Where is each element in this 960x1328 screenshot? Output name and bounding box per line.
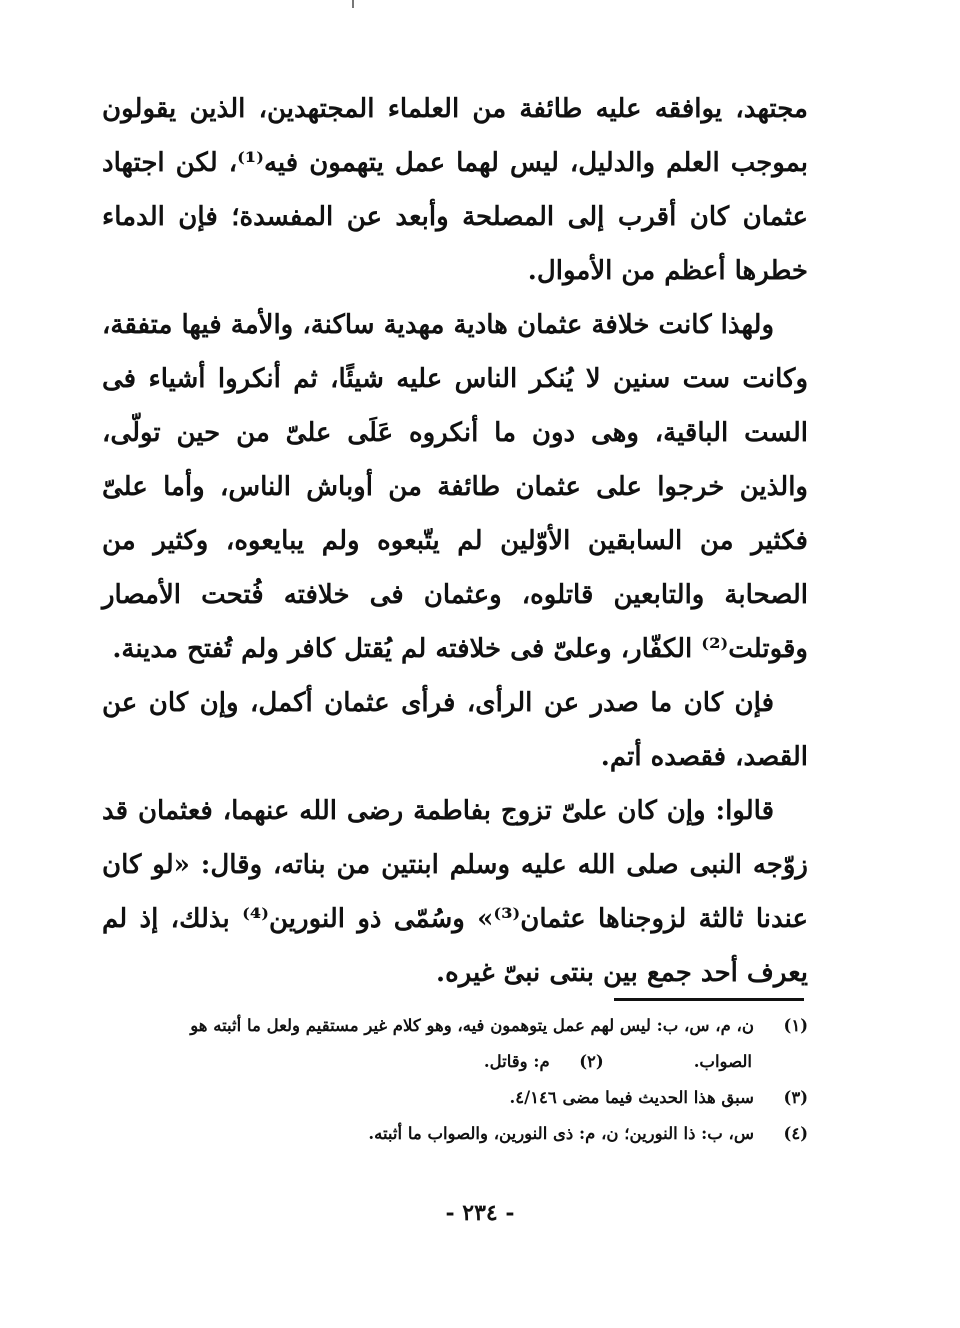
footnote-1 xyxy=(104,1008,808,1044)
footnote-text: سبق هذا الحديث فيما مضى ٤/١٤٦. xyxy=(509,1088,754,1107)
scan-mark xyxy=(352,0,354,8)
footnote-3 xyxy=(104,1080,808,1116)
footnote-separator xyxy=(614,998,804,1001)
page-number: - ٢٣٤ - xyxy=(445,1200,515,1226)
footnote-text: ن، م، س، ب: ليس لهم عمل يتوهمون فيه، وهو كلام غير مستقيم ولعل ما أثبته هو xyxy=(190,1016,754,1035)
paragraph-1: مجتهد، يوافقه عليه طائفة من العلماء المجتهدين، الذين يقولون بموجب العلم والدليل، ليس لهما عمل يتهمون فيه⁽¹⁾، لكن اجتهاد عثمان كان أقرب إلى المصلحة وأبعد عن المفسدة؛ فإن الدماء خطرها أعظم من الأموال. xyxy=(102,94,808,286)
paragraph-2: ولهذا كانت خلافة عثمان هادية مهدية ساكنة، والأمة فيها متفقة، وكانت ست سنين لا يُنكر الناس عليه شيئًا، ثم أنكروا أشياء فى الست الباقية، وهى دون ما أنكروه عَلَى علىّ من حين تولّى، والذين خرجوا على عثمان طائفة من أوباش الناس، وأما علىّ فكثير من السابقين الأوّلين لم يتّبعوه ولم يبايعوه، وكثير من الصحابة والتابعين قاتلوه، وعثمان فى خلافته فُتحت الأمصار وقوتلت⁽²⁾ الكفّار، وعلىّ فى خلافته لم يُقتل كافر ولم تُفتح مدينة. xyxy=(102,310,808,664)
paragraph-3: فإن كان ما صدر عن الرأى، فرأى عثمان أكمل، وإن كان عن القصد، فقصده أتم. xyxy=(102,688,808,772)
footnote-text: م: وقاتل. xyxy=(483,1052,550,1071)
footnote-text: الصواب. xyxy=(693,1052,752,1071)
footnote-number: (٣) xyxy=(783,1088,808,1107)
footnote-text: س، ب: ذا النورين؛ ن، م: ذى النورين، والصواب ما أثبته. xyxy=(368,1124,754,1143)
footnote-number: (٤) xyxy=(783,1124,808,1143)
main-text xyxy=(102,82,808,1000)
paragraph-4: قالوا: وإن كان علىّ تزوج بفاطمة رضى الله عنهما، فعثمان قد زوّجه النبى صلى الله عليه وسلم ابنتين من بناته، وقال: «لو كان عندنا ثالثة لزوجناها عثمان⁽³⁾» وسُمّى ذو النورين⁽⁴⁾ بذلك، إذ لم يعرف أحد جمع بين بنتى نبىّ غيره. xyxy=(102,796,808,988)
footnote-1-continued xyxy=(104,1044,808,1080)
footnote-number: (١) xyxy=(783,1016,808,1035)
footnote-4 xyxy=(104,1116,808,1152)
footnotes xyxy=(104,1008,808,1152)
footnote-number: (٢) xyxy=(579,1052,604,1071)
